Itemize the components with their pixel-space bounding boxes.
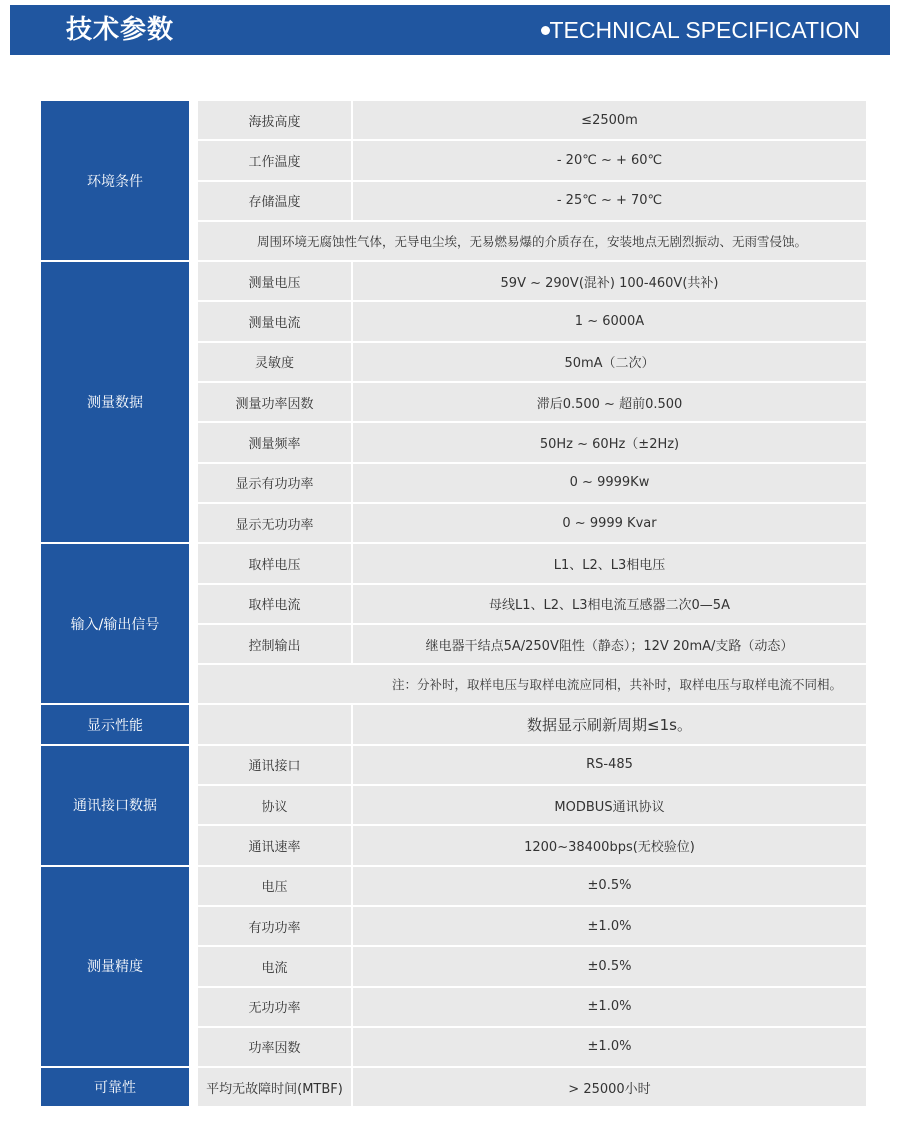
table-row: [198, 383, 866, 421]
param-label: 工作温度: [198, 141, 351, 179]
param-label: 电压: [198, 867, 351, 905]
param-value: 0 ~ 9999 Kvar: [353, 504, 866, 542]
spec-table: [41, 101, 866, 1108]
param-label: 控制输出: [198, 625, 351, 663]
param-label: 显示无功功率: [198, 504, 351, 542]
table-row: [198, 786, 866, 824]
param-value: ±1.0%: [353, 907, 866, 945]
param-label: 灵敏度: [198, 343, 351, 381]
param-label: 通讯速率: [198, 826, 351, 864]
param-label: 取样电压: [198, 544, 351, 582]
param-value: 母线L1、L2、L3相电流互感器二次0—5A: [353, 585, 866, 623]
spec-group-environment: [41, 101, 866, 260]
table-row: [198, 101, 866, 139]
param-label: 平均无故障时间(MTBF): [198, 1068, 351, 1106]
param-label: 功率因数: [198, 1028, 351, 1066]
category-label: 测量精度: [41, 867, 189, 1066]
param-label: 存储温度: [198, 182, 351, 220]
param-label: 通讯接口: [198, 746, 351, 784]
category-label: 可靠性: [41, 1068, 189, 1106]
param-value: 数据显示刷新周期≤1s。: [353, 705, 866, 743]
section-header: [10, 5, 890, 55]
table-row: [198, 947, 866, 985]
param-label: 电流: [198, 947, 351, 985]
param-value: 1200~38400bps(无校验位): [353, 826, 866, 864]
table-row: [198, 343, 866, 381]
param-label: 测量电压: [198, 262, 351, 300]
table-row: [198, 504, 866, 542]
spec-group-io-signal: [41, 544, 866, 703]
note-text: 周围环境无腐蚀性气体，无导电尘埃，无易燃易爆的介质存在，安装地点无剧烈振动、无雨雪侵蚀。: [198, 222, 866, 260]
table-row: [198, 705, 866, 743]
param-value: ≤2500m: [353, 101, 866, 139]
table-row: [198, 182, 866, 220]
spec-group-measurement: [41, 262, 866, 542]
param-value: ±1.0%: [353, 988, 866, 1026]
param-value: ±0.5%: [353, 867, 866, 905]
table-row: [198, 746, 866, 784]
param-label: 显示有功功率: [198, 464, 351, 502]
param-value: 0 ~ 9999Kw: [353, 464, 866, 502]
table-row: [198, 625, 866, 663]
param-value: - 20℃ ~ + 60℃: [353, 141, 866, 179]
param-value: 1 ~ 6000A: [353, 302, 866, 340]
param-label: 测量频率: [198, 423, 351, 461]
param-value: 滞后0.500 ~ 超前0.500: [353, 383, 866, 421]
category-label: 显示性能: [41, 705, 189, 743]
param-label: [198, 705, 351, 743]
param-label: 协议: [198, 786, 351, 824]
param-value: ±0.5%: [353, 947, 866, 985]
spec-group-display: [41, 705, 866, 743]
table-row: [198, 1028, 866, 1066]
table-row: [198, 423, 866, 461]
param-value: 继电器干结点5A/250V阻性（静态）；12V 20mA/支路（动态）: [353, 625, 866, 663]
table-row: [198, 544, 866, 582]
table-row: [198, 262, 866, 300]
table-row: [198, 1068, 866, 1106]
param-value: 50Hz ~ 60Hz（±2Hz): [353, 423, 866, 461]
param-label: 取样电流: [198, 585, 351, 623]
category-label: 通讯接口数据: [41, 746, 189, 865]
param-value: > 25000小时: [353, 1068, 866, 1106]
spec-group-communication: [41, 746, 866, 865]
note-text: 注：分补时，取样电压与取样电流应同相，共补时，取样电压与取样电流不同相。: [198, 665, 866, 703]
param-value: ±1.0%: [353, 1028, 866, 1066]
category-label: 测量数据: [41, 262, 189, 542]
category-label: 输入/输出信号: [41, 544, 189, 703]
table-row-note: [198, 665, 866, 703]
param-value: - 25℃ ~ + 70℃: [353, 182, 866, 220]
param-label: 海拔高度: [198, 101, 351, 139]
table-row: [198, 302, 866, 340]
category-label: 环境条件: [41, 101, 189, 260]
table-row: [198, 907, 866, 945]
table-row: [198, 988, 866, 1026]
param-label: 无功功率: [198, 988, 351, 1026]
param-value: MODBUS通讯协议: [353, 786, 866, 824]
table-row-note: [198, 222, 866, 260]
param-value: RS-485: [353, 746, 866, 784]
param-value: L1、L2、L3相电压: [353, 544, 866, 582]
param-label: 有功功率: [198, 907, 351, 945]
table-row: [198, 464, 866, 502]
table-row: [198, 585, 866, 623]
spec-group-reliability: [41, 1068, 866, 1106]
param-label: 测量电流: [198, 302, 351, 340]
param-label: 测量功率因数: [198, 383, 351, 421]
param-value: 50mA（二次）: [353, 343, 866, 381]
table-row: [198, 141, 866, 179]
page-subtitle: TECHNICAL SPECIFICATION: [549, 17, 860, 43]
table-row: [198, 867, 866, 905]
spec-group-accuracy: [41, 867, 866, 1066]
table-row: [198, 826, 866, 864]
param-value: 59V ~ 290V(混补) 100-460V(共补): [353, 262, 866, 300]
page-title: 技术参数: [66, 15, 175, 45]
